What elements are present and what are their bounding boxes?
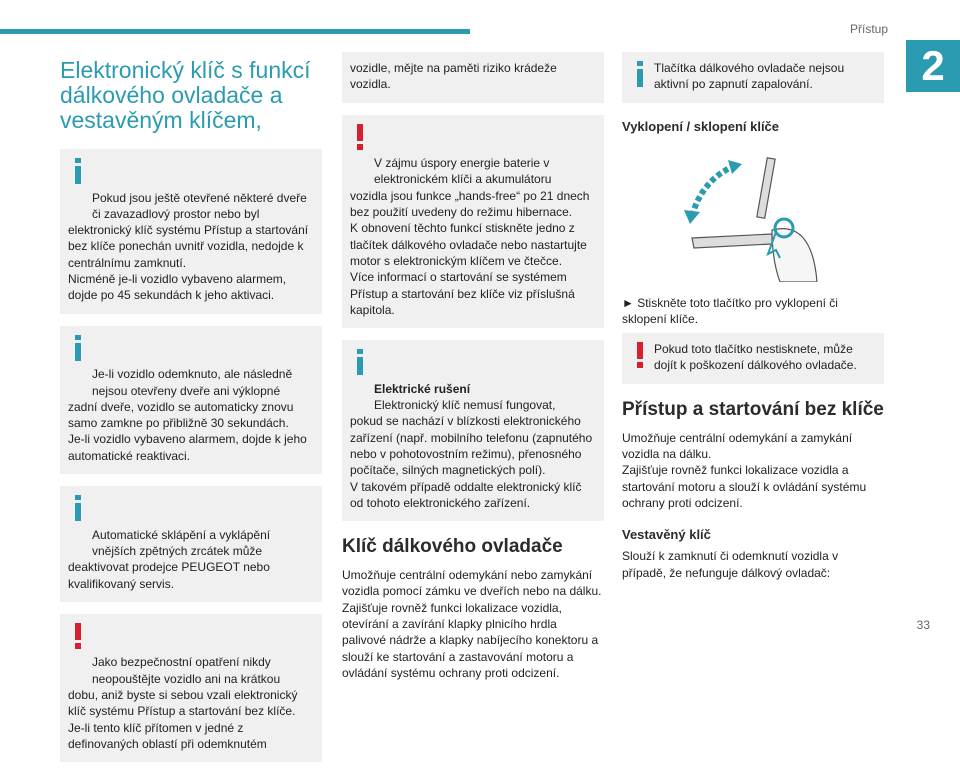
section-label: Přístup (849, 22, 888, 36)
box-text: deaktivovat prodejce PEUGEOT nebo kvalifikovaný servis. (68, 560, 270, 591)
section-text: Umožňuje centrální odemykání a zamykání vozidla na dálku. Zajišťuje rovněž funkci lokalizace vozidla a startování motoru a slouží k ovládání systému ochrany proti odcizení. (622, 430, 867, 510)
info-box (60, 149, 322, 314)
warning-box (60, 614, 322, 762)
column-3 (622, 52, 884, 587)
subsection-title: Vyklopení / sklopení klíče (622, 118, 780, 134)
box-text: pokud se nachází v blízkosti elektronického zařízení (např. mobilního telefonu (zapnutého nebo v pohotovostním režimu), přenosného počítače, silných magnetických polí). V takovém případě oddalte elektronický klíč od tohoto elektronického zařízení. (350, 414, 593, 510)
header-accent-bar (0, 29, 470, 34)
box-text: Pokud toto tlačítko nestisknete, může dojít k poškození dálkového ovladače. (654, 342, 857, 373)
warning-box (342, 115, 604, 329)
chapter-number: 2 (906, 40, 960, 92)
box-first-line: Pokud jsou ještě otevřené některé dveře či zavazadlový prostor nebo byl (92, 190, 307, 221)
box-first-line: Je-li vozidlo odemknuto, ale následně nejsou otevřeny dveře ani výklopné (92, 367, 293, 398)
section-text: Umožňuje centrální odemykání nebo zamykání vozidla pomocí zámku ve dveřích nebo na dálku. Zajišťuje rovněž funkci lokalizace vozidla, otevírání a zavírání klapky plnicího hrdla palivové nádrže a klapky nabíjecího konektoru a slouží ke startování a zastavování motoru a ovládání systému ochrany proti odcizení. (342, 568, 602, 680)
box-first-line: V zájmu úspory energie baterie v elektronickém klíči a akumulátoru (374, 156, 552, 187)
box-text: vozidle, mějte na paměti riziko krádeže vozidla. (350, 61, 557, 92)
warning-box (622, 333, 884, 384)
key-fold-illustration (672, 150, 822, 282)
box-first-line: Automatické sklápění a vyklápění vnějších zpětných zrcátek může (92, 527, 271, 558)
warning-icon (630, 342, 650, 368)
box-text: elektronický klíč systému Přístup a startování bez klíče ponechán uvnitř vozidla, nedojde k centrálnímu zamknutí. Nicméně je-li vozidlo vybaveno alarmem, dojde po 45 sekundách k jeho aktivaci. (68, 223, 309, 303)
warning-icon (68, 623, 88, 649)
section-title: Klíč dálkového ovladače (342, 536, 563, 558)
column-1 (60, 52, 322, 774)
info-box (342, 340, 604, 521)
info-icon (68, 335, 88, 361)
info-icon (630, 61, 650, 87)
box-text: dobu, aniž byste si sebou vzali elektronický klíč systému Přístup a startování bez klíče. Je-li tento klíč přítomen v jedné z definovaných oblastí při odemknutém (68, 688, 298, 751)
box-text: vozidla jsou funkce „hands-free“ po 21 dnech bez použití uvedeny do režimu hibernace. K obnovení těchto funkcí stiskněte jedno z tlačítek dálkového ovladače nebo nastartujte motor s elektronickým klíčem ve čtečce. Více informací o startování se systémem Přístup a startování bez klíče viz příslušná kapitola. (350, 188, 590, 317)
info-box (60, 326, 322, 474)
instruction-text: ► Stiskněte toto tlačítko pro vyklopení či sklopení klíče. (622, 295, 838, 326)
column-2 (342, 52, 604, 687)
page-number: 33 (916, 618, 930, 632)
box-first-line: Jako bezpečnostní opatření nikdy neopouštějte vozidlo ani na krátkou (92, 655, 281, 686)
info-icon (350, 349, 370, 375)
box-first-line: Elektronický klíč nemusí fungovat, (374, 398, 556, 413)
page-title: Elektronický klíč s funkcí dálkového ovladače a vestavěným klíčem, (60, 57, 311, 133)
info-box (60, 486, 322, 602)
info-icon (68, 495, 88, 521)
box-heading: Elektrické rušení (374, 381, 471, 396)
info-box (622, 52, 884, 103)
box-text: Tlačítka dálkového ovladače nejsou aktivní po zapnutí zapalování. (654, 61, 845, 92)
subsection-text: Slouží k zamknutí či odemknutí vozidla v případě, že nefunguje dálkový ovladač: (622, 549, 839, 580)
info-icon (68, 158, 88, 184)
warning-box-continued (342, 52, 604, 103)
box-text: zadní dveře, vozidlo se automaticky znovu samo zamkne po přibližně 30 sekundách. Je-li vozidlo vybaveno alarmem, dojde k jeho automatické reaktivaci. (68, 399, 307, 463)
subsection-title: Vestavěný klíč (622, 527, 711, 543)
warning-icon (350, 124, 370, 150)
section-title: Přístup a startování bez klíče (622, 398, 884, 420)
